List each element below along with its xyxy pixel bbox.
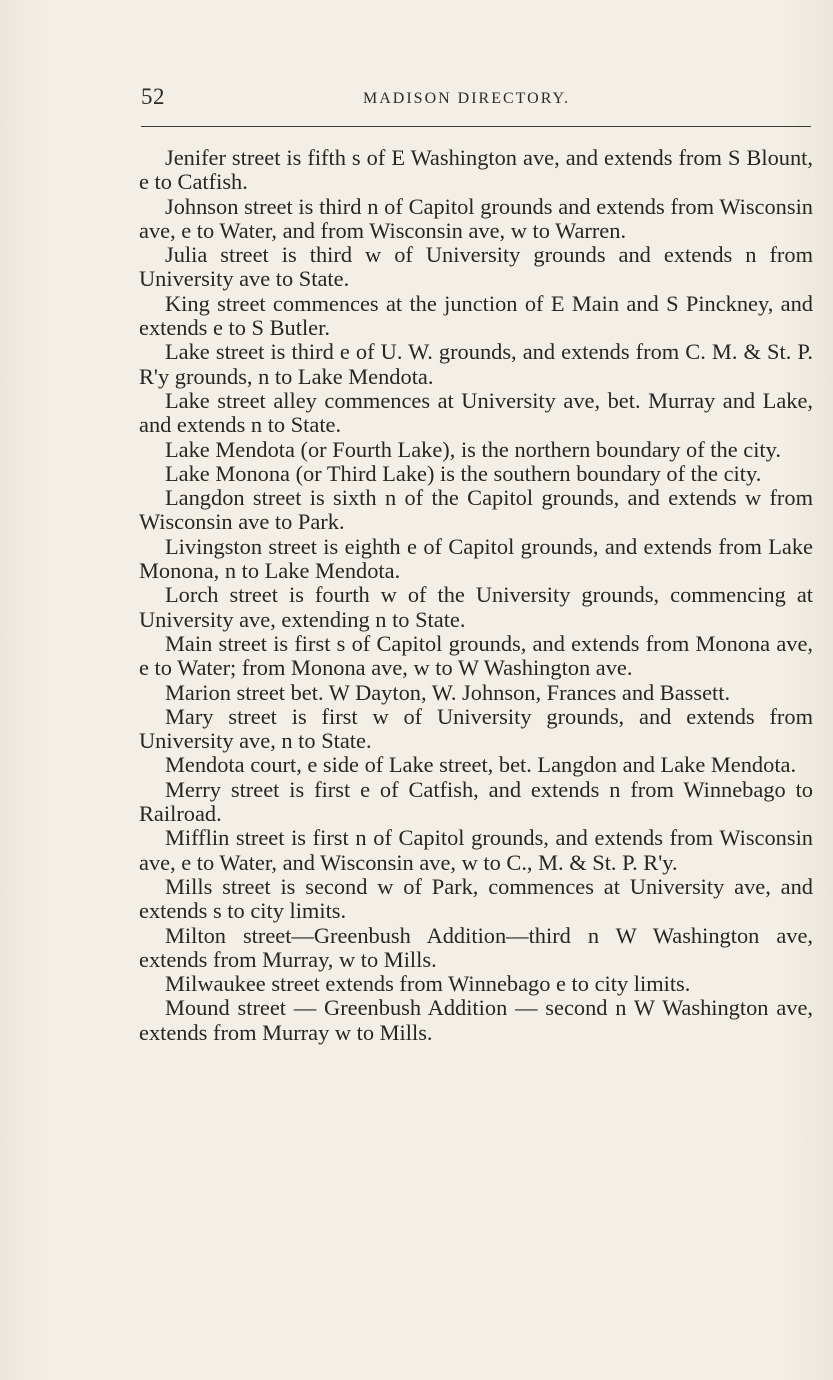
entry-mound-street: Mound street — Greenbush Addition — second n W Washington ave, extends from Murray w to Mills. (139, 995, 813, 1045)
entry-lorch-street: Lorch street is fourth w of the University grounds, commencing at University ave, extending n to State. (139, 582, 813, 632)
entry-jenifer-street: Jenifer street is fifth s of E Washington ave, and extends from S Blount, e to Catfish. (139, 145, 813, 195)
entry-mills-street: Mills street is second w of Park, commences at University ave, and extends s to city limits. (139, 873, 813, 924)
header-rule (141, 126, 811, 127)
entry-mendota-court: Mendota court, e side of Lake street, bet. Langdon and Lake Mendota. (165, 752, 797, 778)
entry-marion-street: Marion street bet. W Dayton, W. Johnson, Frances and Bassett. (165, 679, 731, 705)
entry-lake-monona: Lake Monona (or Third Lake) is the southern boundary of the city. (165, 460, 762, 486)
entry-lake-street-alley: Lake street alley commences at University ave, bet. Murray and Lake, and extends n to State. (139, 387, 813, 438)
street-entries (139, 146, 813, 1045)
entry-langdon-street: Langdon street is sixth n of the Capitol grounds, and extends w from Wisconsin ave to Park. (139, 485, 813, 535)
page-number: 52 (141, 84, 165, 109)
entry-julia-street: Julia street is third w of University grounds and extends n from University ave to State. (139, 242, 813, 292)
entry-main-street: Main street is first s of Capitol grounds, and extends from Monona ave, e to Water; from Monona ave, w to W Washington ave. (139, 630, 813, 681)
entry-milwaukee-street: Milwaukee street extends from Winnebago e to city limits. (165, 971, 691, 997)
entry-livingston-street: Livingston street is eighth e of Capitol grounds, and extends from Lake Monona, n to Lake Mendota. (139, 533, 813, 584)
entry-mary-street: Mary street is first w of University grounds, and extends from University ave, n to State. (139, 703, 813, 754)
entry-johnson-street: Johnson street is third n of Capitol grounds and extends from Wisconsin ave, e to Water, and from Wisconsin ave, w to Warren. (139, 193, 813, 243)
entry-merry-street: Merry street is first e of Catfish, and extends n from Winnebago to Railroad. (139, 776, 813, 827)
entry-lake-street: Lake street is third e of U. W. grounds, and extends from C. M. & St. P. R'y grounds, n to Lake Mendota. (139, 339, 813, 389)
entry-mifflin-street: Mifflin street is first n of Capitol grounds, and extends from Wisconsin ave, e to Water, and Wisconsin ave, w to C., M. & St. P. R'y. (139, 825, 813, 875)
entry-lake-mendota: Lake Mendota (or Fourth Lake), is the northern boundary of the city. (165, 436, 781, 462)
entry-milton-street: Milton street—Greenbush Addition—third n W Washington ave, extends from Murray, w to Mills. (139, 922, 813, 972)
entry-king-street: King street commences at the junction of E Main and S Pinckney, and extends e to S Butler. (139, 290, 813, 341)
running-head: MADISON DIRECTORY. (363, 90, 570, 107)
